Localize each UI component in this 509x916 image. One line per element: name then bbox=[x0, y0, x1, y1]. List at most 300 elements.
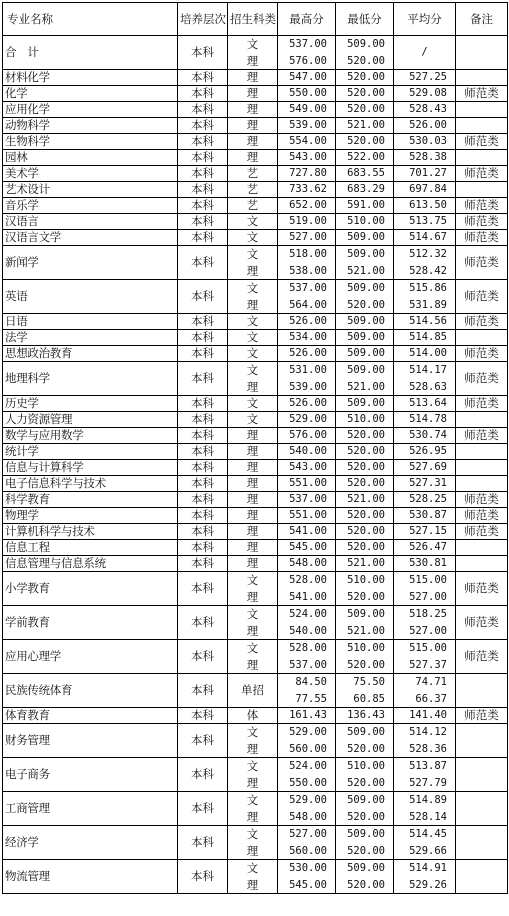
cell-min: 510.00 bbox=[336, 412, 394, 428]
table-row bbox=[3, 508, 508, 524]
cell-category bbox=[228, 572, 278, 606]
table-row bbox=[3, 182, 508, 198]
cell-min bbox=[336, 606, 394, 640]
cell-avg: 613.50 bbox=[394, 198, 456, 214]
cell-major: 应用心理学 bbox=[3, 640, 178, 674]
cell-max: 540.00 bbox=[278, 444, 336, 460]
cell-major: 日语 bbox=[3, 314, 178, 330]
cell-major: 新闻学 bbox=[3, 246, 178, 280]
cell-avg: 513.75 bbox=[394, 214, 456, 230]
cell-note: 师范类 bbox=[456, 492, 508, 508]
table-row bbox=[3, 758, 508, 792]
cell-category: 理 bbox=[228, 150, 278, 166]
cell-note: 师范类 bbox=[456, 246, 508, 280]
table-row bbox=[3, 362, 508, 396]
cell-category-line: 文 bbox=[246, 363, 259, 377]
cell-category: 文 bbox=[228, 230, 278, 246]
cell-category-line: 理 bbox=[246, 843, 259, 858]
cell-max: 576.00 bbox=[278, 428, 336, 444]
cell-max-line: 518.00 bbox=[289, 248, 327, 260]
cell-max: 549.00 bbox=[278, 102, 336, 118]
cell-major: 音乐学 bbox=[3, 198, 178, 214]
cell-min bbox=[336, 792, 394, 826]
cell-category bbox=[228, 362, 278, 396]
table-row bbox=[3, 572, 508, 606]
cell-avg-line: 74.71 bbox=[415, 676, 447, 688]
cell-level: 本科 bbox=[178, 36, 228, 70]
cell-category: 理 bbox=[228, 460, 278, 476]
cell-min: 520.00 bbox=[336, 524, 394, 540]
cell-level: 本科 bbox=[178, 134, 228, 150]
cell-avg-line: 515.00 bbox=[409, 642, 447, 654]
cell-category-line: 理 bbox=[246, 657, 259, 672]
cell-avg-line: 531.89 bbox=[409, 298, 447, 311]
cell-note bbox=[456, 102, 508, 118]
cell-max-line: 529.00 bbox=[289, 794, 327, 806]
table-row bbox=[3, 396, 508, 412]
cell-min: 509.00 bbox=[336, 396, 394, 412]
cell-level: 本科 bbox=[178, 508, 228, 524]
cell-level: 本科 bbox=[178, 118, 228, 134]
cell-min: 683.55 bbox=[336, 166, 394, 182]
cell-level: 本科 bbox=[178, 460, 228, 476]
cell-max-line: 550.00 bbox=[289, 776, 327, 789]
cell-max-line: 564.00 bbox=[289, 298, 327, 311]
header-category: 招生科类 bbox=[228, 3, 278, 36]
cell-avg: 527.69 bbox=[394, 460, 456, 476]
cell-category-line: 理 bbox=[246, 775, 259, 790]
cell-max bbox=[278, 792, 336, 826]
cell-avg bbox=[394, 860, 456, 894]
cell-max: 527.00 bbox=[278, 230, 336, 246]
table-row bbox=[3, 524, 508, 540]
cell-category: 体 bbox=[228, 708, 278, 724]
cell-avg-line: 514.45 bbox=[409, 828, 447, 840]
cell-category: 理 bbox=[228, 102, 278, 118]
cell-note bbox=[456, 792, 508, 826]
cell-min: 520.00 bbox=[336, 476, 394, 492]
table-row bbox=[3, 230, 508, 246]
cell-level: 本科 bbox=[178, 444, 228, 460]
cell-level: 本科 bbox=[178, 758, 228, 792]
cell-level: 本科 bbox=[178, 540, 228, 556]
table-row bbox=[3, 540, 508, 556]
cell-max-line: 77.55 bbox=[295, 692, 327, 705]
cell-avg-line: 513.87 bbox=[409, 760, 447, 772]
cell-category-line: 文 bbox=[246, 759, 259, 773]
cell-level: 本科 bbox=[178, 674, 228, 708]
table-row bbox=[3, 118, 508, 134]
cell-max-line: 524.00 bbox=[289, 760, 327, 772]
cell-max: 543.00 bbox=[278, 150, 336, 166]
table-row bbox=[3, 198, 508, 214]
cell-major: 材料化学 bbox=[3, 70, 178, 86]
cell-min-line: 509.00 bbox=[347, 828, 385, 840]
cell-level: 本科 bbox=[178, 572, 228, 606]
cell-major: 信息工程 bbox=[3, 540, 178, 556]
cell-major: 汉语言文学 bbox=[3, 230, 178, 246]
cell-category-line: 文 bbox=[246, 861, 259, 875]
header-min: 最低分 bbox=[336, 3, 394, 36]
cell-avg: 514.56 bbox=[394, 314, 456, 330]
cell-level: 本科 bbox=[178, 412, 228, 428]
cell-category-line: 文 bbox=[246, 641, 259, 655]
table-row bbox=[3, 556, 508, 572]
cell-category: 文 bbox=[228, 396, 278, 412]
cell-min: 520.00 bbox=[336, 508, 394, 524]
cell-note bbox=[456, 150, 508, 166]
cell-min: 520.00 bbox=[336, 444, 394, 460]
cell-major: 地理科学 bbox=[3, 362, 178, 396]
cell-note bbox=[456, 70, 508, 86]
cell-max bbox=[278, 860, 336, 894]
table-row bbox=[3, 280, 508, 314]
table-body bbox=[3, 36, 508, 894]
table-row bbox=[3, 330, 508, 346]
cell-min-line: 520.00 bbox=[347, 844, 385, 857]
header-avg: 平均分 bbox=[394, 3, 456, 36]
cell-category: 艺 bbox=[228, 166, 278, 182]
cell-level: 本科 bbox=[178, 792, 228, 826]
table-row bbox=[3, 724, 508, 758]
cell-note: 师范类 bbox=[456, 524, 508, 540]
cell-min: 509.00 bbox=[336, 330, 394, 346]
cell-max-line: 576.00 bbox=[289, 54, 327, 67]
cell-level: 本科 bbox=[178, 492, 228, 508]
cell-max: 547.00 bbox=[278, 70, 336, 86]
cell-max-line: 529.00 bbox=[289, 726, 327, 738]
cell-avg-line: 514.12 bbox=[409, 726, 447, 738]
cell-avg-line: 528.36 bbox=[409, 742, 447, 755]
cell-category: 理 bbox=[228, 556, 278, 572]
cell-note bbox=[456, 674, 508, 708]
table-row bbox=[3, 460, 508, 476]
cell-max: 727.80 bbox=[278, 166, 336, 182]
table-row bbox=[3, 150, 508, 166]
cell-category: 文 bbox=[228, 330, 278, 346]
cell-avg: 527.25 bbox=[394, 70, 456, 86]
cell-min bbox=[336, 362, 394, 396]
cell-avg: 530.74 bbox=[394, 428, 456, 444]
cell-category-line: 理 bbox=[246, 379, 259, 394]
cell-avg: 530.81 bbox=[394, 556, 456, 572]
cell-major: 科学教育 bbox=[3, 492, 178, 508]
cell-category-line: 文 bbox=[246, 247, 259, 261]
cell-avg: 530.03 bbox=[394, 134, 456, 150]
cell-avg-line: 514.89 bbox=[409, 794, 447, 806]
cell-category: 理 bbox=[228, 540, 278, 556]
cell-level: 本科 bbox=[178, 86, 228, 102]
cell-max: 548.00 bbox=[278, 556, 336, 572]
table-row bbox=[3, 246, 508, 280]
cell-note: 师范类 bbox=[456, 572, 508, 606]
table-row bbox=[3, 674, 508, 708]
cell-level: 本科 bbox=[178, 606, 228, 640]
cell-max-line: 530.00 bbox=[289, 862, 327, 874]
table-row bbox=[3, 640, 508, 674]
cell-category: 理 bbox=[228, 444, 278, 460]
cell-max: 550.00 bbox=[278, 86, 336, 102]
cell-major: 美术学 bbox=[3, 166, 178, 182]
cell-category: 艺 bbox=[228, 198, 278, 214]
cell-major: 汉语言 bbox=[3, 214, 178, 230]
table-row bbox=[3, 314, 508, 330]
cell-min-line: 520.00 bbox=[347, 590, 385, 603]
cell-note: 师范类 bbox=[456, 214, 508, 230]
cell-min: 521.00 bbox=[336, 118, 394, 134]
cell-level: 本科 bbox=[178, 724, 228, 758]
cell-category: 文 bbox=[228, 314, 278, 330]
cell-note: 师范类 bbox=[456, 640, 508, 674]
cell-avg bbox=[394, 606, 456, 640]
cell-level: 本科 bbox=[178, 476, 228, 492]
cell-level: 本科 bbox=[178, 524, 228, 540]
cell-category-line: 理 bbox=[246, 623, 259, 638]
cell-note: 师范类 bbox=[456, 606, 508, 640]
cell-note bbox=[456, 444, 508, 460]
cell-note: 师范类 bbox=[456, 346, 508, 362]
cell-avg: 527.15 bbox=[394, 524, 456, 540]
cell-avg-line: 515.86 bbox=[409, 282, 447, 294]
cell-category bbox=[228, 860, 278, 894]
cell-avg-line: 518.25 bbox=[409, 608, 447, 620]
cell-max-line: 527.00 bbox=[289, 828, 327, 840]
cell-max-line: 537.00 bbox=[289, 658, 327, 671]
cell-category: 艺 bbox=[228, 182, 278, 198]
cell-max-line: 540.00 bbox=[289, 624, 327, 637]
cell-avg: 528.25 bbox=[394, 492, 456, 508]
cell-note bbox=[456, 556, 508, 572]
cell-level: 本科 bbox=[178, 230, 228, 246]
table-row bbox=[3, 444, 508, 460]
table-row bbox=[3, 428, 508, 444]
cell-category: 理 bbox=[228, 492, 278, 508]
cell-max bbox=[278, 36, 336, 70]
header-level: 培养层次 bbox=[178, 3, 228, 36]
cell-avg: 526.47 bbox=[394, 540, 456, 556]
cell-min: 509.00 bbox=[336, 230, 394, 246]
cell-avg bbox=[394, 246, 456, 280]
cell-category: 单招 bbox=[228, 674, 278, 708]
cell-avg bbox=[394, 640, 456, 674]
table-row bbox=[3, 166, 508, 182]
cell-max bbox=[278, 724, 336, 758]
cell-min: 520.00 bbox=[336, 102, 394, 118]
cell-avg-line: 527.00 bbox=[409, 590, 447, 603]
cell-max: 652.00 bbox=[278, 198, 336, 214]
cell-avg-line: 528.42 bbox=[409, 264, 447, 277]
cell-min bbox=[336, 572, 394, 606]
cell-max bbox=[278, 246, 336, 280]
cell-note: 师范类 bbox=[456, 134, 508, 150]
cell-category: 理 bbox=[228, 70, 278, 86]
cell-avg bbox=[394, 362, 456, 396]
cell-max: 526.00 bbox=[278, 314, 336, 330]
cell-avg: 529.08 bbox=[394, 86, 456, 102]
cell-avg: 528.38 bbox=[394, 150, 456, 166]
cell-max: 554.00 bbox=[278, 134, 336, 150]
cell-min-line: 510.00 bbox=[347, 760, 385, 772]
cell-major: 电子商务 bbox=[3, 758, 178, 792]
cell-max-line: 548.00 bbox=[289, 810, 327, 823]
header-max: 最高分 bbox=[278, 3, 336, 36]
cell-max-line: 531.00 bbox=[289, 364, 327, 376]
cell-note: 师范类 bbox=[456, 86, 508, 102]
table-row bbox=[3, 792, 508, 826]
cell-note bbox=[456, 826, 508, 860]
cell-major: 体育教育 bbox=[3, 708, 178, 724]
cell-category: 理 bbox=[228, 118, 278, 134]
cell-avg-line: 529.26 bbox=[409, 878, 447, 891]
cell-min-line: 509.00 bbox=[347, 862, 385, 874]
table-row bbox=[3, 860, 508, 894]
cell-note bbox=[456, 758, 508, 792]
cell-min-line: 520.00 bbox=[347, 658, 385, 671]
cell-min-line: 521.00 bbox=[347, 264, 385, 277]
cell-note bbox=[456, 36, 508, 70]
cell-major: 化学 bbox=[3, 86, 178, 102]
cell-note bbox=[456, 330, 508, 346]
cell-level: 本科 bbox=[178, 150, 228, 166]
cell-level: 本科 bbox=[178, 214, 228, 230]
cell-category bbox=[228, 36, 278, 70]
cell-level: 本科 bbox=[178, 330, 228, 346]
cell-note bbox=[456, 182, 508, 198]
cell-max-line: 541.00 bbox=[289, 590, 327, 603]
cell-max bbox=[278, 572, 336, 606]
cell-note: 师范类 bbox=[456, 708, 508, 724]
cell-min: 520.00 bbox=[336, 134, 394, 150]
table-row bbox=[3, 134, 508, 150]
cell-major: 统计学 bbox=[3, 444, 178, 460]
cell-min bbox=[336, 674, 394, 708]
cell-category-line: 理 bbox=[246, 741, 259, 756]
cell-max: 526.00 bbox=[278, 346, 336, 362]
cell-max: 545.00 bbox=[278, 540, 336, 556]
cell-category bbox=[228, 792, 278, 826]
cell-avg: 701.27 bbox=[394, 166, 456, 182]
cell-min-line: 520.00 bbox=[347, 776, 385, 789]
cell-avg bbox=[394, 758, 456, 792]
cell-avg-line: 514.91 bbox=[409, 862, 447, 874]
cell-max-line: 538.00 bbox=[289, 264, 327, 277]
cell-avg-line: 512.32 bbox=[409, 248, 447, 260]
cell-category-line: 文 bbox=[246, 281, 259, 295]
cell-category: 理 bbox=[228, 86, 278, 102]
cell-major: 合 计 bbox=[3, 36, 178, 70]
cell-min-line: 509.00 bbox=[347, 726, 385, 738]
cell-note bbox=[456, 860, 508, 894]
cell-category-line: 文 bbox=[246, 37, 259, 51]
cell-category bbox=[228, 724, 278, 758]
cell-note bbox=[456, 412, 508, 428]
cell-min: 591.00 bbox=[336, 198, 394, 214]
cell-category-line: 理 bbox=[246, 263, 259, 278]
cell-major: 园林 bbox=[3, 150, 178, 166]
cell-avg bbox=[394, 674, 456, 708]
cell-min bbox=[336, 36, 394, 70]
cell-min bbox=[336, 280, 394, 314]
cell-max: 537.00 bbox=[278, 492, 336, 508]
cell-max bbox=[278, 758, 336, 792]
cell-min-line: 509.00 bbox=[347, 364, 385, 376]
cell-min bbox=[336, 826, 394, 860]
cell-avg bbox=[394, 572, 456, 606]
cell-max bbox=[278, 606, 336, 640]
cell-max-line: 545.00 bbox=[289, 878, 327, 891]
header-note: 备注 bbox=[456, 3, 508, 36]
cell-note bbox=[456, 540, 508, 556]
table-row bbox=[3, 412, 508, 428]
cell-category: 文 bbox=[228, 346, 278, 362]
cell-min-line: 60.85 bbox=[353, 692, 385, 705]
table-row bbox=[3, 476, 508, 492]
cell-major: 生物科学 bbox=[3, 134, 178, 150]
cell-level: 本科 bbox=[178, 246, 228, 280]
cell-avg: 527.31 bbox=[394, 476, 456, 492]
cell-max: 529.00 bbox=[278, 412, 336, 428]
cell-min: 509.00 bbox=[336, 346, 394, 362]
cell-avg: 514.85 bbox=[394, 330, 456, 346]
cell-level: 本科 bbox=[178, 556, 228, 572]
cell-min-line: 75.50 bbox=[353, 676, 385, 688]
cell-avg: / bbox=[394, 36, 456, 70]
cell-min-line: 520.00 bbox=[347, 298, 385, 311]
cell-level: 本科 bbox=[178, 346, 228, 362]
cell-max-line: 537.00 bbox=[289, 38, 327, 50]
cell-min bbox=[336, 724, 394, 758]
cell-max-line: 524.00 bbox=[289, 608, 327, 620]
cell-category-line: 理 bbox=[246, 297, 259, 312]
cell-category-line: 文 bbox=[246, 607, 259, 621]
cell-note bbox=[456, 460, 508, 476]
cell-min-line: 509.00 bbox=[347, 248, 385, 260]
cell-avg-line: 515.00 bbox=[409, 574, 447, 586]
cell-min: 520.00 bbox=[336, 540, 394, 556]
cell-max-line: 84.50 bbox=[295, 676, 327, 688]
cell-level: 本科 bbox=[178, 280, 228, 314]
cell-min: 520.00 bbox=[336, 428, 394, 444]
header-major: 专业名称 bbox=[3, 3, 178, 36]
cell-category-line: 文 bbox=[246, 827, 259, 841]
cell-max: 541.00 bbox=[278, 524, 336, 540]
cell-major: 民族传统体育 bbox=[3, 674, 178, 708]
cell-major: 应用化学 bbox=[3, 102, 178, 118]
cell-level: 本科 bbox=[178, 708, 228, 724]
cell-min-line: 520.00 bbox=[347, 742, 385, 755]
cell-max bbox=[278, 362, 336, 396]
cell-min: 683.29 bbox=[336, 182, 394, 198]
cell-major: 学前教育 bbox=[3, 606, 178, 640]
cell-min bbox=[336, 758, 394, 792]
cell-major: 工商管理 bbox=[3, 792, 178, 826]
cell-category-line: 理 bbox=[246, 809, 259, 824]
cell-max-line: 528.00 bbox=[289, 642, 327, 654]
cell-category-line: 理 bbox=[246, 53, 259, 68]
cell-max-line: 560.00 bbox=[289, 742, 327, 755]
cell-level: 本科 bbox=[178, 396, 228, 412]
cell-avg-line: 527.00 bbox=[409, 624, 447, 637]
cell-major: 历史学 bbox=[3, 396, 178, 412]
cell-major: 动物科学 bbox=[3, 118, 178, 134]
table-row bbox=[3, 102, 508, 118]
cell-max-line: 537.00 bbox=[289, 282, 327, 294]
cell-level: 本科 bbox=[178, 362, 228, 396]
cell-major: 财务管理 bbox=[3, 724, 178, 758]
cell-note: 师范类 bbox=[456, 314, 508, 330]
cell-max: 526.00 bbox=[278, 396, 336, 412]
cell-major: 数学与应用数学 bbox=[3, 428, 178, 444]
